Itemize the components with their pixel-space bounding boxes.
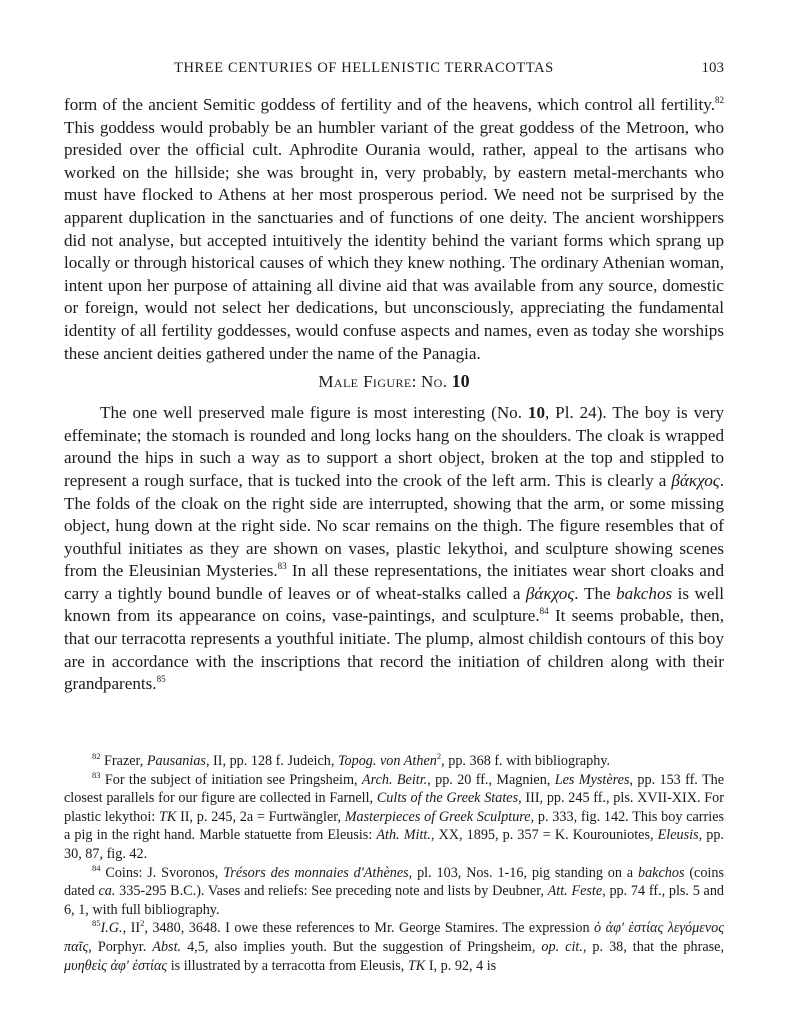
heading-label: Male Figure: [318,372,417,392]
italic-title: Pausanias [146,753,206,769]
text-run: is illustrated by a terracotta from Eleusis, [167,957,408,974]
footnote-ref-84: 84 [539,606,549,617]
text-run: II, p. 245, 2a = Furtwängler, [176,808,345,825]
text-run: I, p. 92, 4 is [425,957,497,974]
text-run: This goddess would probably be an humbler variant of the great goddess of the Metroon, who presided over the official cult. Aphrodite Ourania would, rather, appeal to the artisans who worked on the hillside; she was brought in, very probably, by eastern metal-merchants who must have flocked to Athens at her most prosperous period. We need not be surprised by the apparent duplication in the sanctuaries and of functions of one deity. The ancient worshippers did not analyse, but accepted intuitively the identity behind the variant forms which sprang up locally or through historical causes of which they knew nothing. The ordinary Athenian woman, intent upon her purpose of attaining all divine aid that was available from any source, domestic or foreign, would not select her dedications, but unconsciously, appreciating the fundamental identity of all fertility goddesses, would confuse aspects and names, even as today she worships these ancient deities gathered under the name of the Panagia. [64,117,724,363]
text-run: , pl. 103, Nos. 1-16, pig standing on a [408,864,638,881]
text-run: , II [122,920,141,937]
text-run: . The folds of the cloak on the right side are interrupted, showing that the arm, or some missing object, hung down at the right side. No scar remains on the thigh. The figure resembles that of youthful initiates as they are shown on vases, plastic lekythoi, and sculpture showing scenes from the Eleusinian Mysteries. [64,470,724,581]
text-run: , pp. 30, 87, fig. 42. [64,827,724,862]
footnote-number: 85 [92,918,101,929]
page-header [150,60,724,82]
footnote-ref-82: 82 [715,95,724,105]
text-run: Frazer, [100,753,147,769]
text-run: , 3480, 3648. I owe these references to Mr. George Stamires. The expression [144,920,595,937]
page-number: 103 [701,60,724,76]
heading-no: No. [420,372,448,392]
text-run: , Pl. 24). The boy is very effeminate; the stomach is rounded and long locks hang on the shoulders. The cloak is wrapped around the hips in such a way as to support a short object, broken at the top and stippled to represent a rough surface, that is tucked into the crook of the left arm. This is clearly a [64,403,724,490]
greek-term: βάκχος [671,470,720,490]
italic-title: Abst. [152,938,182,955]
footnote-number: 83 [92,769,101,780]
paragraph-aphrodite-ourania [64,94,724,365]
italic-title: TK [407,957,426,974]
footnote-ref-83: 83 [277,561,287,572]
text-run: , pp. 153 ff. The closest parallels for our figure are collected in Farnell, [64,771,725,807]
italic-title: Cults of the Greek States [376,790,519,807]
figure-number: 10 [527,403,545,423]
footnote-82 [64,752,724,771]
footnotes [64,752,724,975]
text-run: Coins: J. Svoronos, [100,864,224,881]
footnote-ref-85: 85 [156,674,166,685]
italic-title: Trésors des monnaies d'Athènes [223,864,409,881]
text-run: For the subject of initiation see Pringsheim, [100,771,362,788]
text-run: It seems probable, then, that our terracotta represents a youthful initiate. The plump, almost childish contours of this boy are in accordance with the inscriptions that record the initiation of children along with their grandparents. [64,606,725,694]
italic-title: Topog. von Athen [337,753,437,769]
text-run: (coins dated [64,864,724,900]
text-run: , III, pp. 245 ff., pls. XVII-XIX. For plastic lekythoi: [64,790,724,825]
text-run: 4,5, also implies youth. But the suggestion of Pringsheim, [181,938,542,955]
text-run: , p. 38, that the phrase, [582,938,724,955]
italic-title: bakchos [637,864,685,881]
footnote-84 [64,864,724,920]
text-run: form of the ancient Semitic goddess of fertility and of the heavens, which control all fertility. [64,95,715,114]
italic-title: Eleusis [657,827,699,844]
greek-phrase: ὁ ἀφ' ἑστίας λεγόμενος παῖς [64,920,724,955]
italic-title: Att. Feste [547,883,603,900]
text-run: 335-295 B.C.). Vases and reliefs: See preceding note and lists by Deubner, [115,883,548,900]
edition-superscript: 2 [140,918,145,929]
italic-title: Arch. Beitr. [361,771,428,788]
text-run: , pp. 20 ff., Magnien, [427,771,555,788]
greek-phrase: μυηθεὶς ἀφ' ἑστίας [64,957,168,974]
footnote-number: 82 [92,751,101,761]
main-text [64,94,724,696]
text-run: , Porphyr. [88,938,153,955]
text-run: is well known from its appearance on coins, vase-paintings, and sculpture. [64,583,724,626]
text-run: The one well preserved male figure is most interesting (No. [100,403,528,423]
paragraph-male-figure [64,402,724,696]
italic-title: I.G. [100,920,123,937]
heading-number: 10 [451,371,470,392]
italic-title: TK [158,808,177,825]
italic-term: bakchos [616,583,673,603]
italic-title: Les Mystères [554,771,630,788]
text-run: . The [574,583,617,603]
italic-title: op. cit. [541,938,583,955]
text-run: , p. 333, fig. 142. This boy carries a pig in the right hand. Marble statuette from Eleusis: [64,808,725,844]
text-run: , pp. 74 ff., pls. 5 and 6, 1, with full bibliography. [64,883,725,918]
greek-term: βάκχος [525,583,575,603]
text-run: In all these representations, the initiates wear short cloaks and carry a tightly bound bundle of leaves or of wheat-stalks called a [64,561,724,603]
italic-title: ca. [98,883,116,900]
edition-superscript: 2 [436,751,442,761]
text-run: , II, pp. 128 f. Judeich, [205,753,338,769]
text-run: , pp. 368 f. with bibliography. [441,753,611,769]
footnote-number: 84 [92,862,101,873]
footnote-85 [64,919,724,975]
section-heading [64,370,724,393]
text-run: , XX, 1895, p. 357 = K. Kourouniotes, [430,827,658,844]
footnote-83 [64,771,724,864]
italic-title: Ath. Mitt. [376,827,431,844]
italic-title: Masterpieces of Greek Sculpture [344,808,531,825]
running-title: THREE CENTURIES OF HELLENISTIC TERRACOTTAS [174,60,554,76]
